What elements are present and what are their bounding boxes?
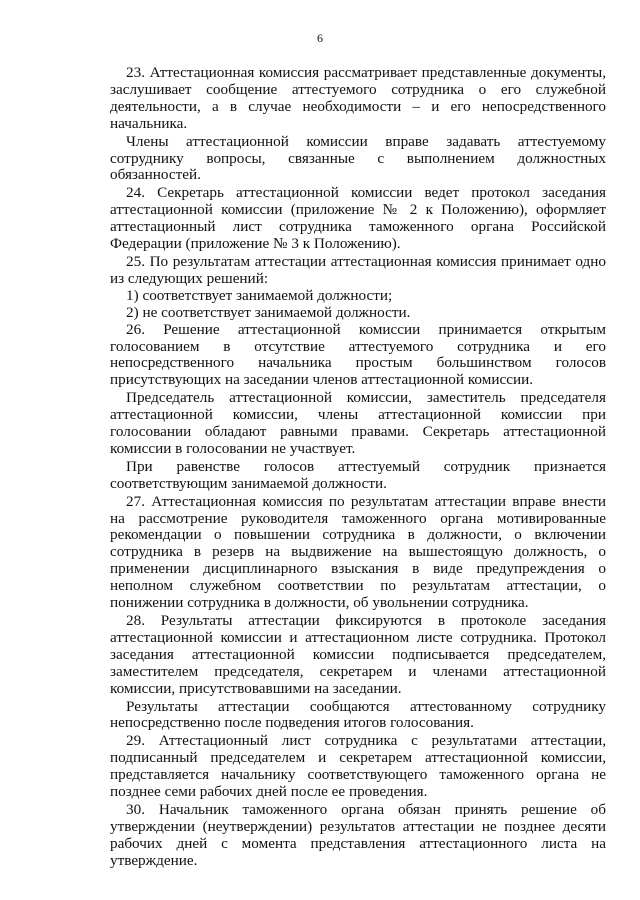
page-number: 6 — [317, 31, 323, 45]
paragraph-24: 24. Секретарь аттестационной комиссии ведет протокол заседания аттестационной комиссии (приложение № 2 к Положению), оформляет аттестационный лист сотрудника таможенного органа Российской Федерации (приложение № 3 к Положению). — [110, 184, 606, 253]
paragraph-28: 28. Результаты аттестации фиксируются в протоколе заседания аттестационной комиссии и аттестационном листе сотрудника. Протокол заседания аттестационной комиссии подписывается председателем, заместителем председателя, секретарем и членами аттестационной комиссии, присутствовавшими на заседании. — [110, 612, 606, 697]
paragraph-23-members: Члены аттестационной комиссии вправе задавать аттестуемому сотруднику вопросы, связанные с выполнением должностных обязанностей. — [110, 132, 606, 184]
document-body — [110, 65, 606, 870]
paragraph-29: 29. Аттестационный лист сотрудника с результатами аттестации, подписанный председателем и секретарем аттестационной комиссии, представляется начальнику соответствующего таможенного органа не позднее семи рабочих дней после ее проведения. — [110, 732, 606, 801]
paragraph-26-voting-rights: Председатель аттестационной комиссии, заместитель председателя аттестационной комиссии, члены аттестационной комиссии при голосовании обладают равными правами. Секретарь аттестационной комиссии в голосовании не участвует. — [110, 389, 606, 457]
paragraph-27: 27. Аттестационная комиссия по результатам аттестации вправе внести на рассмотрение руководителя таможенного органа мотивированные рекомендации о повышении сотрудника в должности, о включении сотрудника в резерв на выдвижение на вышестоящую должность, о применении дисциплинарного взыскания в виде предупреждения о неполном служебном соответствии по результатам аттестации, о понижении сотрудника в должности, об увольнении сотрудника. — [110, 492, 606, 612]
paragraph-25-option-2: 2) не соответствует занимаемой должности. — [126, 303, 411, 321]
paragraph-25-option-1: 1) соответствует занимаемой должности; — [126, 286, 393, 304]
paragraph-23: 23. Аттестационная комиссия рассматривает представленные документы, заслушивает сообщение аттестуемого сотрудника о его служебной деятельности, а в случае необходимости – и его непосредственного начальника. — [110, 64, 606, 132]
paragraph-26-tie: При равенстве голосов аттестуемый сотрудник признается соответствующим занимаемой должности. — [110, 457, 606, 492]
paragraph-28-results: Результаты аттестации сообщаются аттестованному сотруднику непосредственно после подведения итогов голосования. — [110, 697, 606, 732]
paragraph-25: 25. По результатам аттестации аттестационная комиссия принимает одно из следующих решений: — [110, 252, 606, 287]
paragraph-30: 30. Начальник таможенного органа обязан принять решение об утверждении (неутверждении) результатов аттестации не позднее десяти рабочих дней с момента представления аттестационного листа на утверждение. — [110, 800, 606, 869]
paragraph-26: 26. Решение аттестационной комиссии принимается открытым голосованием в отсутствие аттестуемого сотрудника и его непосредственного начальника простым большинством голосов присутствующих на заседании членов аттестационной комиссии. — [110, 320, 606, 389]
